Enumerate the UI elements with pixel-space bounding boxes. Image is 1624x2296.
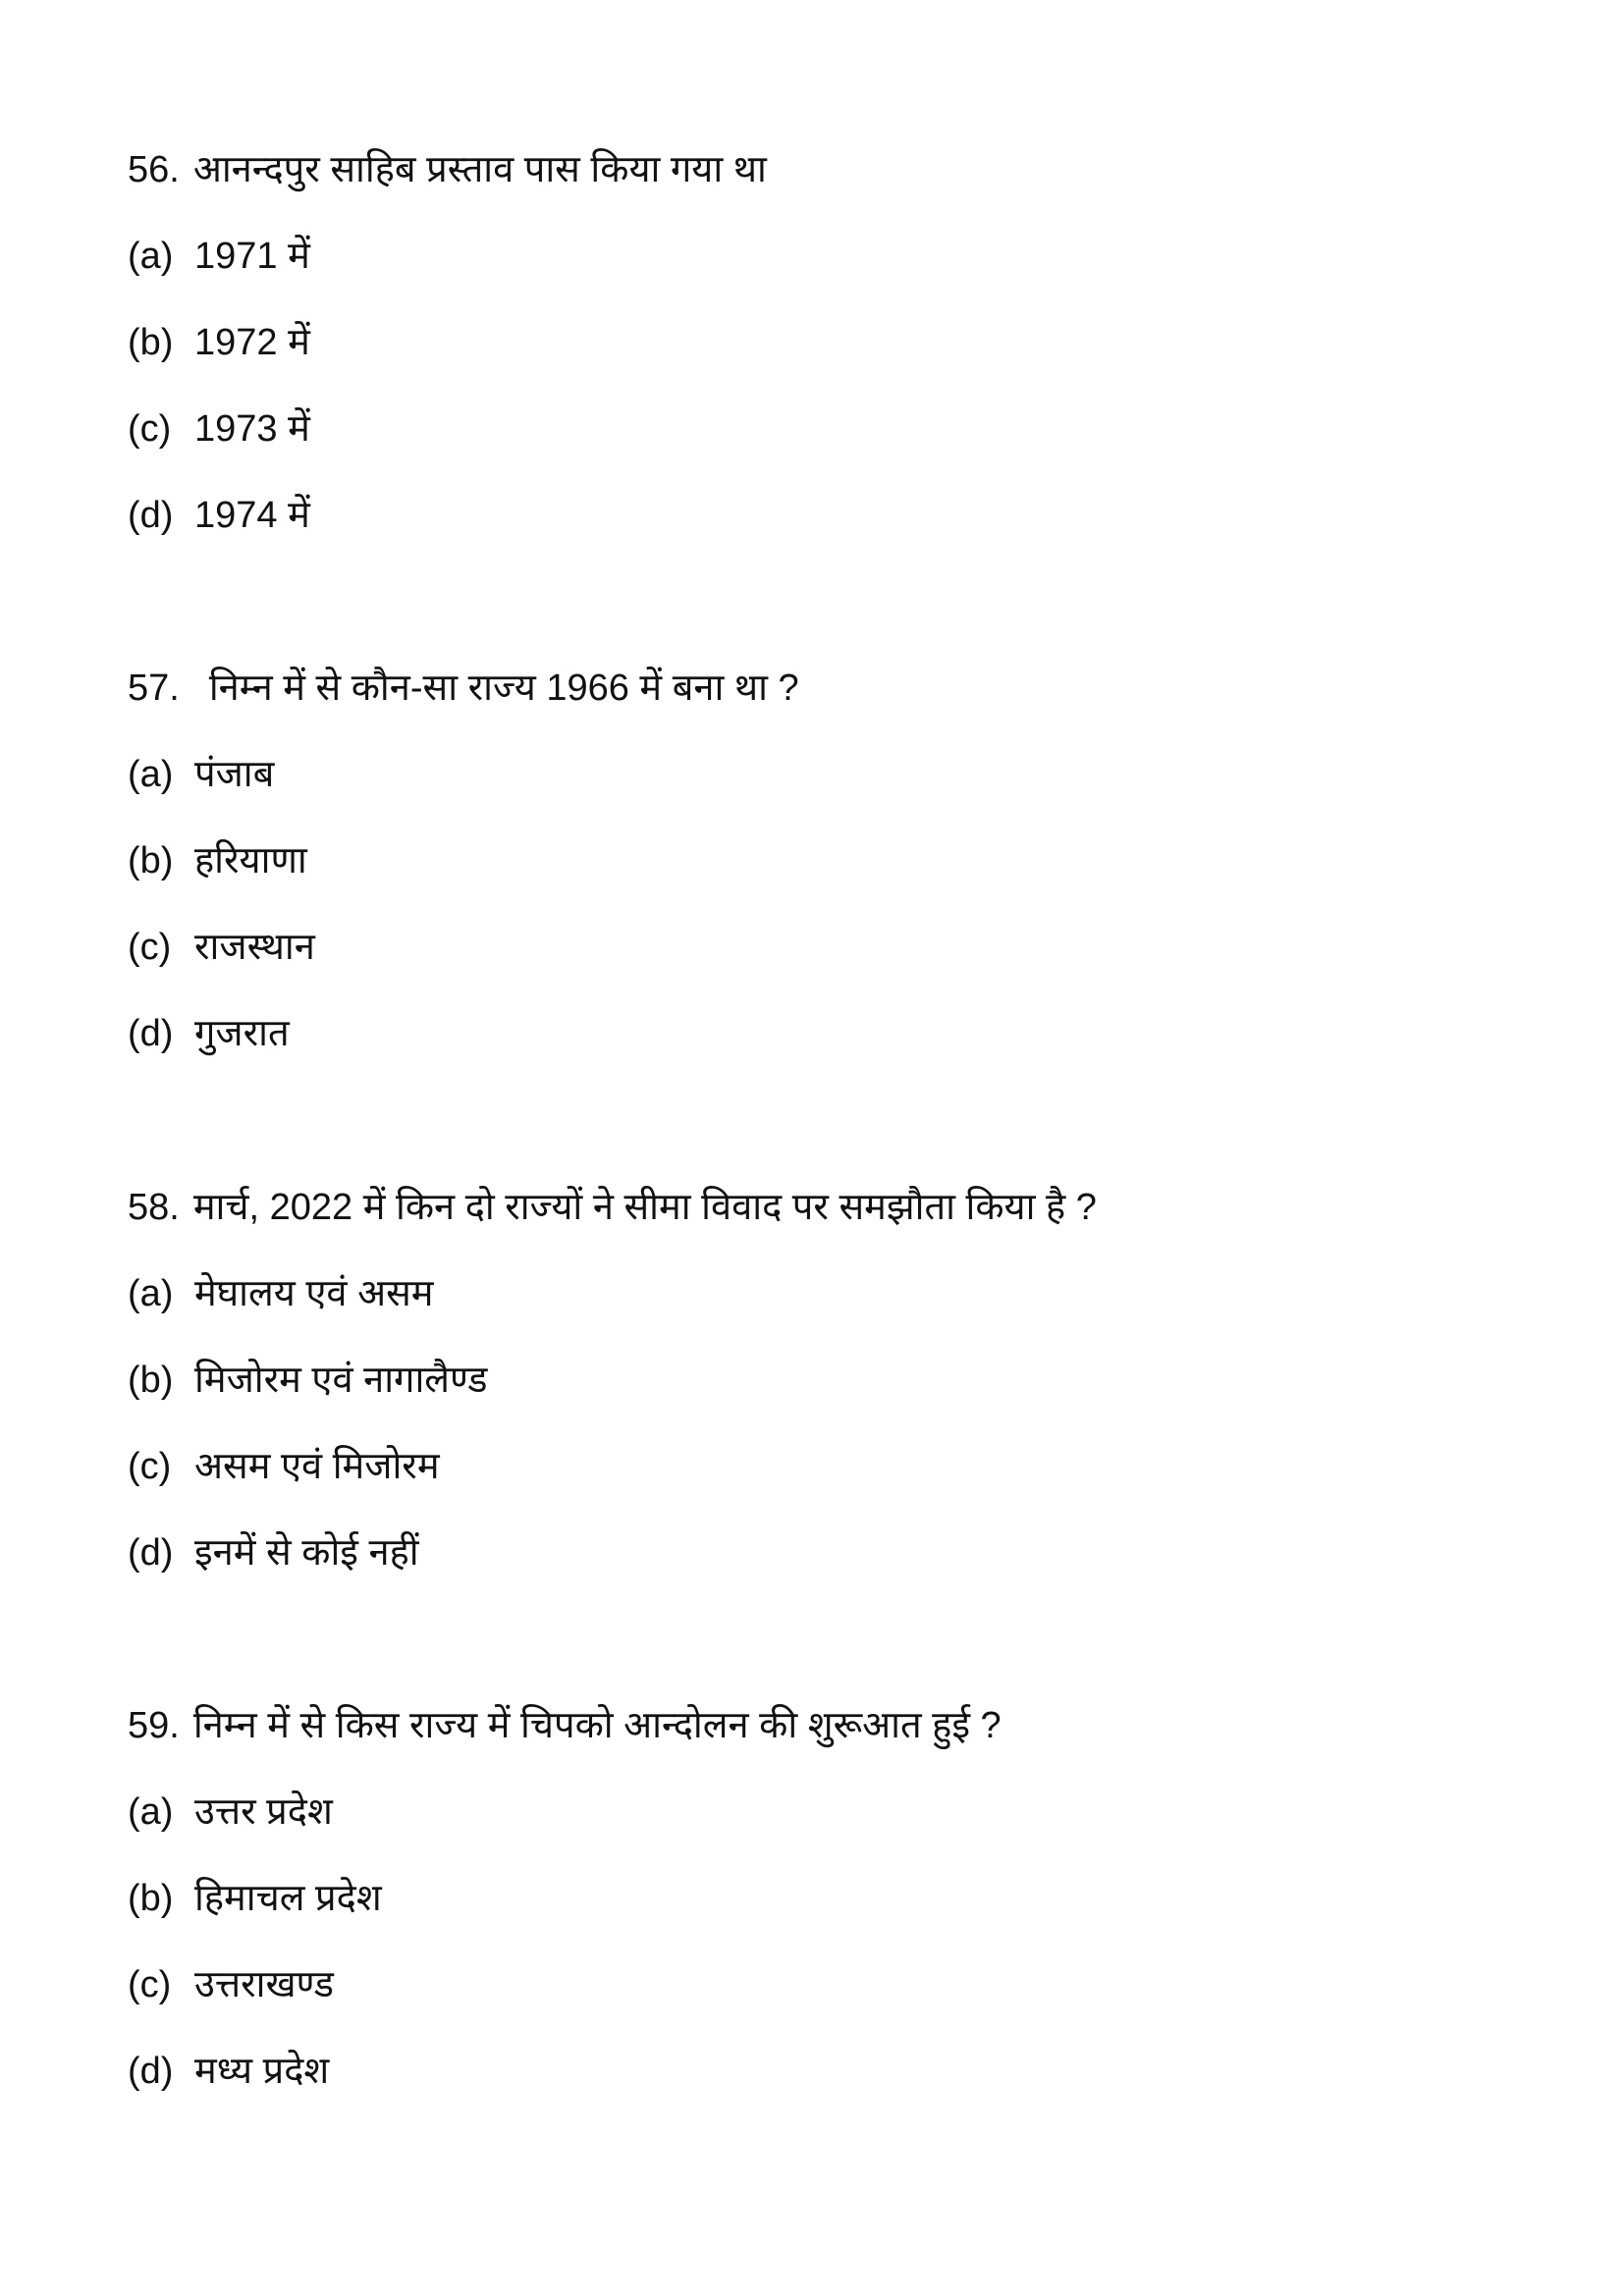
- option-c: [128, 923, 315, 972]
- option-label: (d): [128, 1532, 174, 1574]
- option-d: [128, 1009, 290, 1058]
- option-b: [128, 318, 310, 367]
- option-label: (b): [128, 840, 174, 881]
- option-label: (c): [128, 927, 172, 968]
- option-text: उत्तर प्रदेश: [194, 1791, 333, 1833]
- question-text: निम्न में से कौन-सा राज्य 1966 में बना था ?: [208, 667, 799, 709]
- option-a: [128, 750, 274, 799]
- option-label: (d): [128, 495, 174, 536]
- option-a: [128, 232, 310, 281]
- option-label: (d): [128, 1013, 174, 1054]
- option-text: मेघालय एवं असम: [194, 1273, 434, 1314]
- option-text: हरियाणा: [194, 840, 307, 881]
- option-label: (a): [128, 1273, 174, 1314]
- question-text-line: [128, 145, 767, 194]
- option-text: उत्तराखण्ड: [194, 1964, 334, 2005]
- option-text: मिजोरम एवं नागालैण्ड: [194, 1360, 488, 1401]
- option-text: मध्य प्रदेश: [194, 2051, 330, 2092]
- option-text: राजस्थान: [194, 927, 315, 968]
- option-d: [128, 491, 310, 540]
- question-number: 57.: [128, 667, 180, 709]
- option-text: 1974 में: [194, 495, 310, 536]
- option-text: असम एवं मिजोरम: [194, 1446, 440, 1487]
- question-text-line: [128, 1183, 1097, 1232]
- question-text: निम्न में से किस राज्य में चिपको आन्दोलन की शुरूआत हुई ?: [192, 1705, 1001, 1746]
- option-label: (a): [128, 236, 174, 277]
- question-text-line: [128, 1701, 1001, 1750]
- option-label: (b): [128, 1878, 174, 1919]
- option-text: 1972 में: [194, 322, 310, 363]
- question-text: मार्च, 2022 में किन दो राज्यों ने सीमा विवाद पर समझौता किया है ?: [192, 1187, 1097, 1228]
- option-d: [128, 1528, 419, 1577]
- option-a: [128, 1269, 434, 1318]
- option-b: [128, 1356, 487, 1405]
- question-text-line: [128, 664, 799, 713]
- option-text: इनमें से कोई नहीं: [194, 1532, 419, 1574]
- question-text: आनन्दपुर साहिब प्रस्ताव पास किया गया था: [192, 149, 767, 190]
- option-text: हिमाचल प्रदेश: [194, 1878, 382, 1919]
- option-text: 1973 में: [194, 408, 310, 450]
- option-label: (a): [128, 1791, 174, 1833]
- question-number: 59.: [128, 1705, 180, 1746]
- option-label: (b): [128, 322, 174, 363]
- question-number: 58.: [128, 1187, 180, 1228]
- option-a: [128, 1788, 333, 1837]
- option-b: [128, 1874, 382, 1923]
- option-label: (a): [128, 754, 174, 795]
- option-b: [128, 836, 307, 885]
- option-text: पंजाब: [194, 754, 275, 795]
- option-label: (c): [128, 408, 172, 450]
- option-d: [128, 2047, 329, 2096]
- option-c: [128, 404, 310, 454]
- option-c: [128, 1960, 334, 2009]
- option-text: गुजरात: [194, 1013, 290, 1054]
- option-c: [128, 1442, 440, 1491]
- option-text: 1971 में: [194, 236, 310, 277]
- option-label: (c): [128, 1964, 172, 2005]
- question-number: 56.: [128, 149, 180, 190]
- option-label: (c): [128, 1446, 172, 1487]
- option-label: (d): [128, 2051, 174, 2092]
- option-label: (b): [128, 1360, 174, 1401]
